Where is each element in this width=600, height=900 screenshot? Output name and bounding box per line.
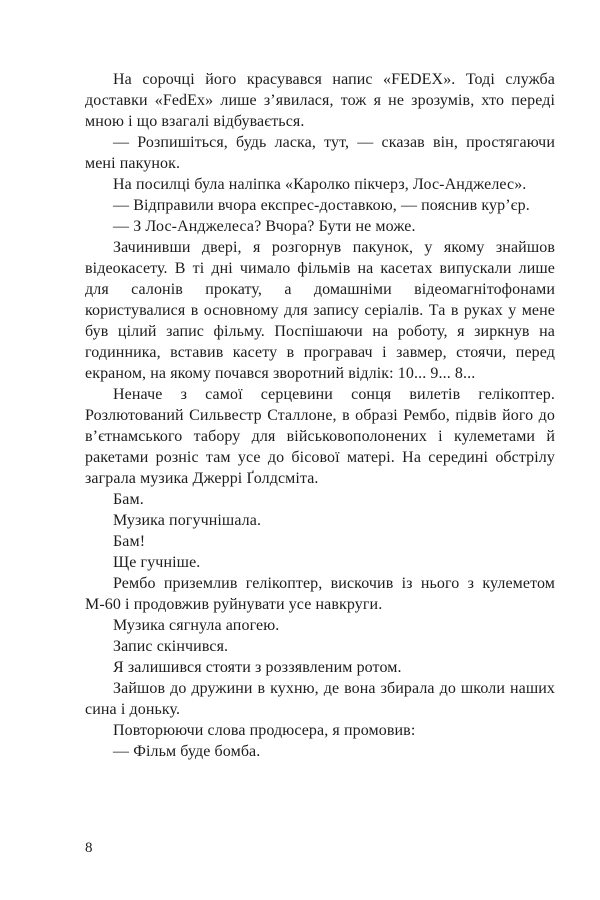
paragraph: — Розпишіться, будь ласка, тут, — сказав він, простягаючи мені пакунок.	[85, 134, 555, 172]
paragraph: Бам.	[113, 491, 144, 508]
paragraph: Повторюючи слова продюсера, я промовив:	[113, 722, 416, 739]
paragraph: Ще гучніше.	[113, 554, 201, 571]
paragraph: — Відправили вчора експрес-доставкою, — пояснив кур’єр.	[113, 197, 530, 214]
paragraph: Я залишився стояти з роззявленим ротом.	[113, 659, 402, 676]
page-number: 8	[85, 840, 93, 856]
paragraph: На сорочці його красувався напис «FEDEX». Тоді служба доставки «FedEx» лише з’явилася, тож я не зрозумів, хто переді мною і що взагалі відбувається.	[85, 71, 555, 130]
paragraph: — З Лос-Анджелеса? Вчора? Бути не може.	[113, 218, 416, 235]
paragraph: Неначе з самої серцевини сонця вилетів гелікоптер. Розлютований Сильвестр Сталлоне, в образі Рембо, підвів його до в’єтнамського табору для військовополонених і кулеметами й ракетами розніс там усе до бісової матері. На середині обстрілу заграла музика Джеррі Ґолдсміта.	[85, 386, 555, 487]
paragraph: Зачинивши двері, я розгорнув пакунок, у якому знайшов відеокасету. В ті дні чимало фільмів на касетах випускали лише для салонів прокату, а домашніми відеомагнітофонами користувалися в основному для запису серіалів. Та в руках у мене був цілий запис фільму. Поспішаючи на роботу, я зиркнув на годинника, вставив касету в програвач і завмер, стоячи, перед екраном, на якому почався зворотний відлік: 10... 9... 8...	[85, 239, 555, 382]
paragraph: Запис скінчився.	[113, 638, 229, 655]
paragraph: Музика сягнула апогею.	[113, 617, 280, 634]
paragraph: Зайшов до дружини в кухню, де вона збирала до школи наших сина і доньку.	[85, 680, 555, 718]
paragraph: — Фільм буде бомба.	[113, 743, 261, 760]
paragraph: На посилці була наліпка «Каролко пікчерз, Лос-Анджелес».	[113, 176, 527, 193]
paragraph: Рембо приземлив гелікоптер, вискочив із нього з кулеметом М-60 і продовжив руйнувати усе навкруги.	[85, 575, 555, 613]
paragraph: Музика погучнішала.	[113, 512, 262, 529]
paragraph: Бам!	[113, 533, 146, 550]
text-block	[85, 69, 555, 762]
